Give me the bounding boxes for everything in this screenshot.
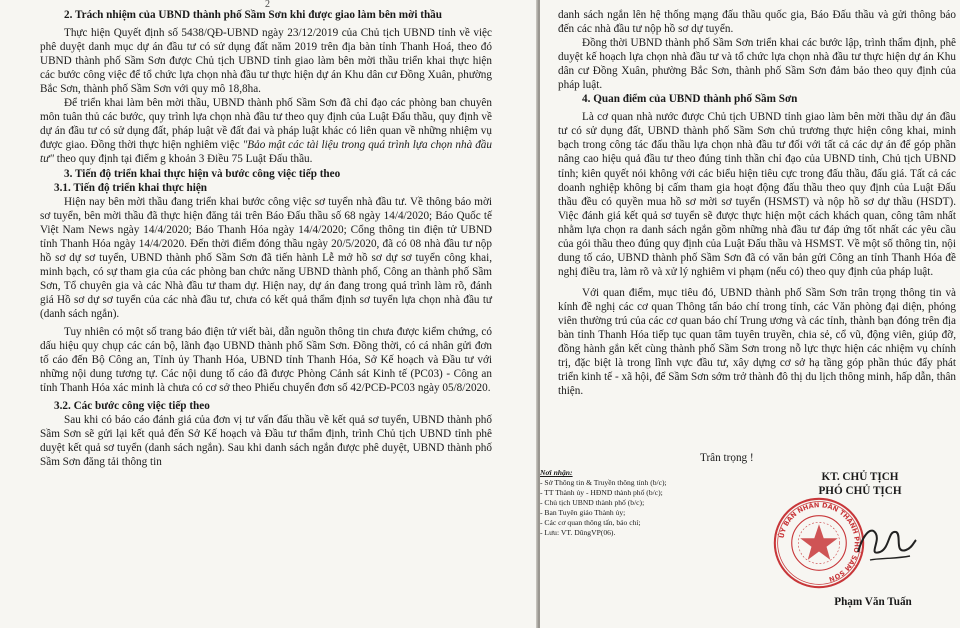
section-2-paragraph-2: Để triển khai làm bên mời thầu, UBND thành phố Sầm Sơn đã chỉ đạo các phòng ban chuyên môn tuân thủ các bước, quy trình lựa chọn nhà đầu tư theo quy định của Luật Đấu thầu, quy định về dự án đầu tư có sử dụng đất, pháp luật về đất đai và pháp luật khác có liên quan về những nhiệm vụ được giao. Đồng thời thực hiện nghiêm việc "Bảo mật các tài liệu trong quá trình lựa chọn nhà đầu tư" theo quy định tại điểm g khoản 3 Điều 75 Luật Đấu thầu. <box>40 97 492 166</box>
section-4-paragraph-2: Với quan điểm, mục tiêu đó, UBND thành phố Sầm Sơn trân trọng thông tin và kính đề nghị các cơ quan Thông tấn báo chí trong tỉnh, các Văn phòng đại diện, phóng viên thường trú của các cơ quan báo chí Trung ương và các tỉnh, thành bạn đóng trên địa bàn tỉnh Thanh Hóa tiếp tục quan tâm tuyên truyền, chia sẻ, cổ vũ, động viên, giúp đỡ, đồng hành gắn kết cùng thành phố Sầm Sơn trong nỗ lực thực hiện các nhiệm vụ chính trị, đặc biệt là trong lĩnh vực đầu tư, xây dựng cơ sở hạ tầng góp phần thúc đẩy phát triển kinh tế - xã hội, để Sầm Sơn sớm trở thành đô thị du lịch thông minh, hấp dẫn, thân thiện. <box>558 286 956 398</box>
recipients-heading: Nơi nhận: <box>540 468 573 477</box>
left-column <box>40 8 492 470</box>
right-column <box>558 8 956 398</box>
subsection-3-2-paragraph-1: Sau khi có báo cáo đánh giá của đơn vị tư vấn đấu thầu về kết quả sơ tuyển, UBND thành phố Sầm Sơn sẽ gửi lại kết quả đến Sở Kế hoạch và Đầu tư thẩm định, trình Chủ tịch UBND tỉnh phê duyệt kết quả sơ tuyển (danh sách ngắn). Sau khi danh sách ngắn được phê duyệt, UBND thành phố Sầm Sơn đăng tải thông tin <box>40 414 492 469</box>
subsection-3-2-title: 3.2. Các bước công việc tiếp theo <box>54 400 210 413</box>
recipient-item: - TT Thành ủy - HĐND thành phố (b/c); <box>540 488 663 497</box>
signer-title-block <box>762 470 958 498</box>
recipient-item: - Ban Tuyên giáo Thành ủy; <box>540 508 626 517</box>
signer-line-1: KT. CHỦ TỊCH <box>821 471 899 483</box>
section-2-paragraph-1: Thực hiện Quyết định số 5438/QĐ-UBND ngày 23/12/2019 của Chủ tịch UBND tỉnh về việc phê duyệt danh mục dự án đầu tư có sử dụng đất năm 2019 trên địa bàn tỉnh Thanh Hoá, theo đó UBND thành phố Sầm Sơn được Chủ tịch UBND tỉnh giao làm bên mời thầu triển khai thực hiện các bước công việc để tổ chức lựa chọn nhà đầu tư thực hiện dự án Khu dân cư Đồng Xuân, phường Bắc Sơn, thành phố Sầm Sơn với quy mô 18,8ha. <box>40 27 492 96</box>
subsection-3-1-paragraph-2: Tuy nhiên có một số trang báo điện tử viết bài, dẫn nguồn thông tin chưa được kiểm chứng, có dấu hiệu quy chụp các cán bộ, lãnh đạo UBND thành phố Sầm Sơn. Đồng thời, có cá nhân gửi đơn tố cáo đến Bộ Công an, Tỉnh ủy Thanh Hóa, UBND tỉnh Thanh Hóa, Sở Kế hoạch và Đầu tư với những nội dung tương tự. Các nội dung tố cáo đã được Phòng Cảnh sát Kinh tế (PC03) - Công an tỉnh Thanh Hóa xác minh là chưa có cơ sở theo Phiếu chuyển đơn số 42/PCĐ-PC03 ngày 05/8/2020. <box>40 326 492 395</box>
svg-text:ỦY BAN NHÂN DÂN THÀNH PHỐ SẦM: ỦY BAN NHÂN DÂN THÀNH PHỐ SẦM SƠN <box>777 501 861 584</box>
handwritten-signature-icon <box>850 512 920 572</box>
section-4-title: 4. Quan điểm của UBND thành phố Sầm Sơn <box>582 93 798 106</box>
quote-text: "Bảo mật các tài liệu trong quá trình lựa chọn nhà đầu tư" <box>40 139 492 166</box>
section-2-title: 2. Trách nhiệm của UBND thành phố Sầm Sơn khi được giao làm bên mời thầu <box>64 9 442 21</box>
signer-line-2: PHÓ CHỦ TỊCH <box>818 485 902 497</box>
signature-area <box>540 452 960 628</box>
right-page <box>540 0 960 628</box>
recipient-item: - Các cơ quan thông tấn, báo chí; <box>540 518 641 527</box>
subsection-3-1-title: 3.1. Tiến độ triển khai thực hiện <box>54 181 208 194</box>
next-steps-paragraph: Đồng thời UBND thành phố Sầm Sơn triển khai các bước lập, trình thẩm định, phê duyệt kế hoạch lựa chọn nhà đầu tư và tổ chức lựa chọn nhà đầu tư thực hiện dự án Khu dân cư Đồng Xuân, phường Bắc Sơn, thành phố Sầm Sơn đảm bảo theo quy định của pháp luật. <box>558 37 956 92</box>
recipient-item: - Sở Thông tin & Truyền thông tỉnh (b/c); <box>540 478 667 487</box>
recipients-list <box>540 468 730 538</box>
recipient-item: - Lưu: VT. DũngVP(06). <box>540 528 616 537</box>
recipient-item: - Chủ tịch UBND thành phố (b/c); <box>540 498 645 507</box>
page-number: 2 <box>265 0 270 10</box>
section-4-paragraph-1: Là cơ quan nhà nước được Chủ tịch UBND tỉnh giao làm bên mời thầu dự án đầu tư có sử dụng đất, UBND thành phố Sầm Sơn chủ trương thực hiện công khai, minh bạch trong công tác đấu thầu lựa chọn nhà đầu tư đối với tất cả các dự án để góp phần nâng cao hiệu quả đầu tư theo đúng tinh thần chỉ đạo của UBND tỉnh, Chủ tịch UBND tỉnh; kiên quyết nói không với các biểu hiện tiêu cực trong đấu thầu, đấu giá. Tất cả các doanh nghiệp không bị cấm tham gia hoạt động đấu thầu theo quy định của Luật Đấu thầu đều có quyền mua hồ sơ mời sơ tuyển (HSMST) và nộp hồ sơ dự thầu (HSDT). Việc đánh giá kết quả sơ tuyển sẽ được thực hiện một cách khách quan, công tâm nhất nhằm lựa chọn ra danh sách ngắn gồm những nhà đầu tư đáp ứng tốt nhất các yêu cầu của gói thầu theo đúng quy định của Luật Đấu thầu và HSMST. Về một số thông tin, nội dung tố cáo, UBND thành phố Sầm Sơn đã có văn bản gửi Công an tỉnh Thanh Hóa đề nghị điều tra, làm rõ và xử lý nghiêm vi phạm (nếu có) theo quy định của pháp luật. <box>558 111 956 278</box>
section-3-title: 3. Tiến độ triển khai thực hiện và bước công việc tiếp theo <box>64 167 341 180</box>
continued-paragraph: danh sách ngắn lên hệ thống mạng đấu thầu quốc gia, Báo Đấu thầu và gửi thông báo đến các nhà đầu tư nộp hồ sơ dự tuyển. <box>558 9 956 36</box>
subsection-3-1-paragraph-1: Hiện nay bên mời thầu đang triển khai bước công việc sơ tuyển nhà đầu tư. Về thông báo mời sơ tuyển, bên mời thầu đã thực hiện đăng tải trên Báo Đấu thầu số 68 ngày 14/4/2020; Báo Quốc tế Việt Nam News ngày 14/4/2020; Báo Thanh Hóa ngày 14/4/2020; Cổng thông tin điện tử UBND tỉnh Thanh Hóa ngày 14/4/2020. Đến thời điểm đóng thầu ngày 20/5/2020, đã có 08 nhà đầu tư nộp hồ sơ dự sơ tuyển, UBND thành phố Sầm Sơn đã tiến hành Lễ mở hồ sơ dự sơ tuyển công khai, minh bạch, có sự tham gia của các phòng ban chức năng UBND thành phố, Công an thành phố Sầm Sơn, Tổ chuyên gia và các Nhà đầu tư tham dự. Hiện nay, dự án đang trong quá trình làm rõ, đánh giá Hồ sơ dự sơ tuyển của các nhà đầu tư, chưa có kết quả thẩm định sơ tuyển lựa chọn nhà đầu tư (danh sách ngắn). <box>40 195 492 320</box>
signer-name: Phạm Văn Tuấn <box>834 596 912 608</box>
closing-line: Trân trọng ! <box>700 452 754 464</box>
